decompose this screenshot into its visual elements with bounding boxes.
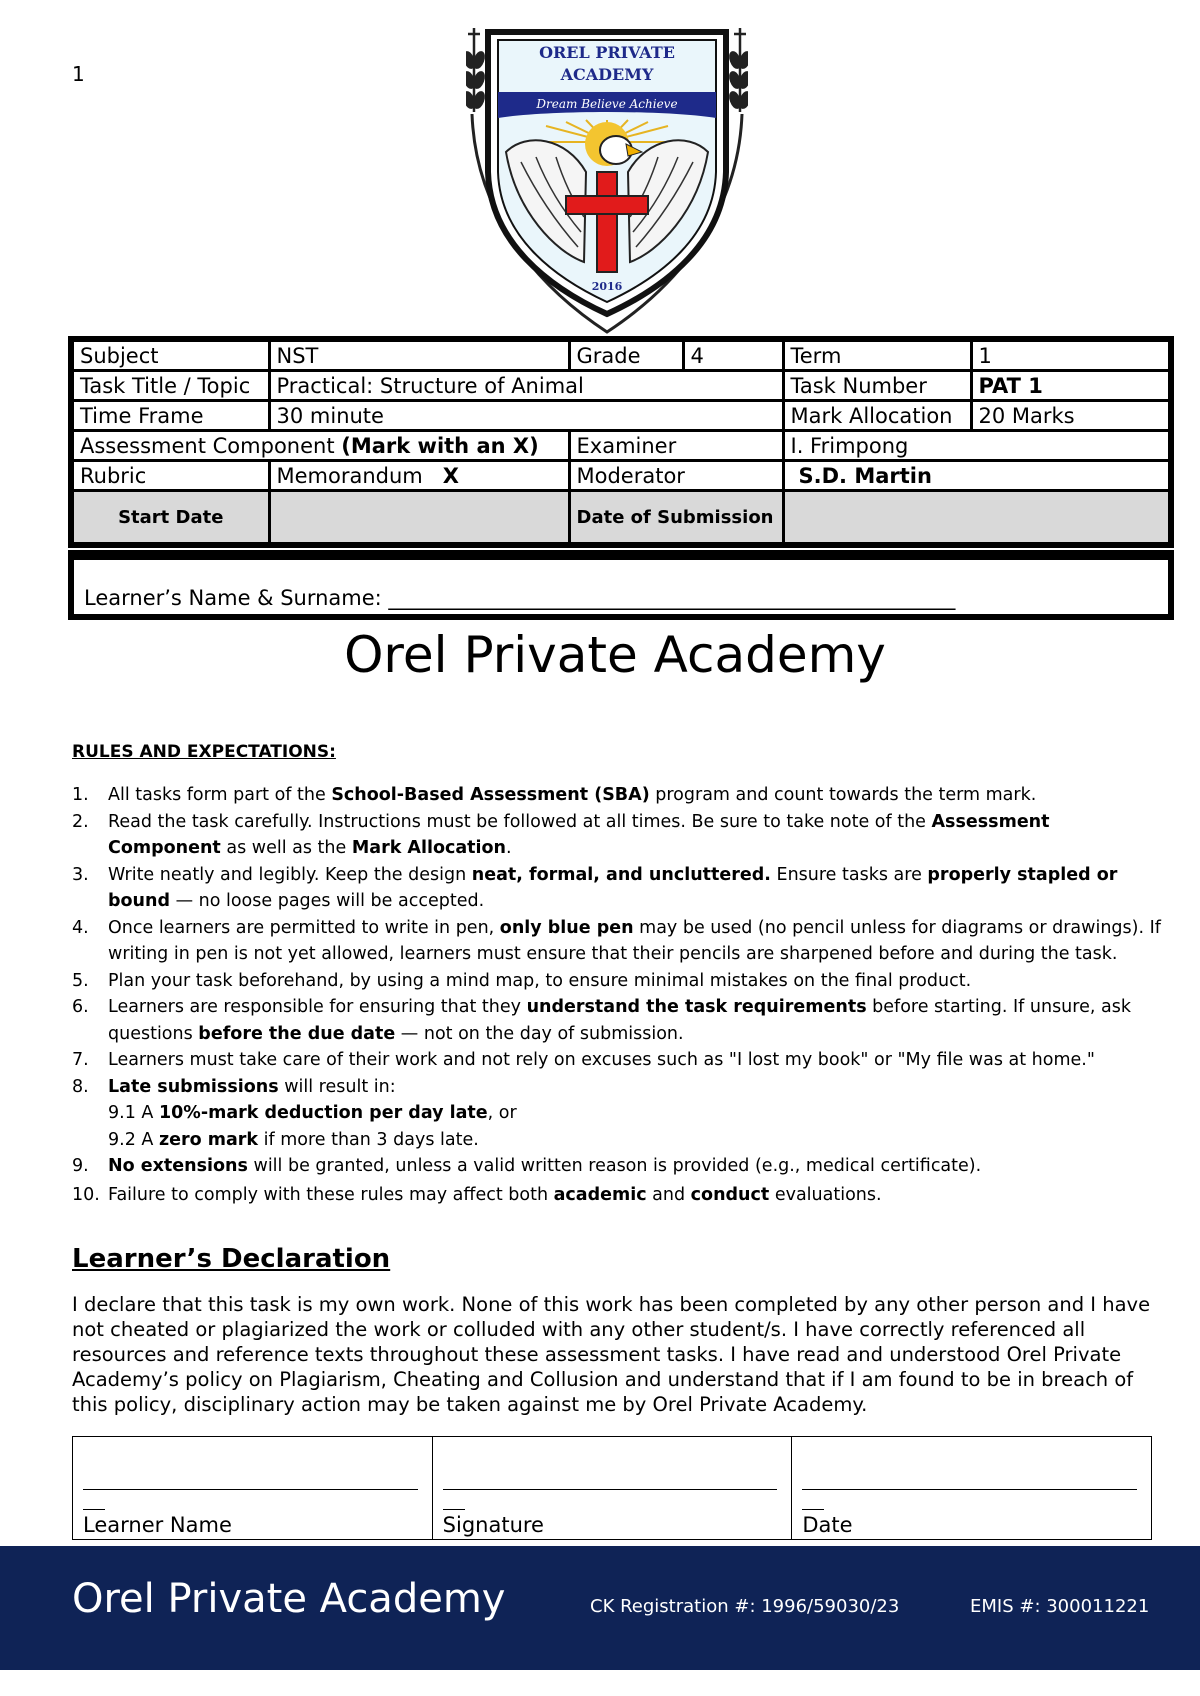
date-label: Date xyxy=(802,1513,853,1537)
assessment-info-table xyxy=(68,336,1174,548)
footer-emis-number: EMIS #: 300011221 xyxy=(970,1596,1150,1617)
rules-list xyxy=(72,782,1162,1208)
examiner-label: Examiner xyxy=(569,431,783,461)
rule-item: 1. All tasks form part of the School-Based Assessment (SBA) program and count towards the term mark. xyxy=(72,785,1037,805)
learner-name-label: Learner Name xyxy=(83,1513,232,1537)
assessment-component-cell xyxy=(71,431,569,461)
signature-line xyxy=(802,1489,1137,1490)
page-footer xyxy=(0,1546,1200,1670)
date-cell[interactable] xyxy=(792,1437,1151,1539)
subject-label: Subject xyxy=(71,339,269,371)
rubric-mark: X xyxy=(442,463,459,488)
grade-label: Grade xyxy=(569,339,683,371)
rule-item: 4. Once learners are permitted to write in pen, only blue pen may be used (no pencil unless for diagrams or drawings). If writing in pen is not yet allowed, learners must ensure that their pencils are sharpened before and during the task. xyxy=(72,917,1161,964)
examiner-value: I. Frimpong xyxy=(783,431,1171,461)
declaration-heading: Learner’s Declaration xyxy=(72,1244,391,1274)
start-date-value[interactable] xyxy=(269,491,569,546)
crest-line2: ACADEMY xyxy=(560,65,654,84)
rule-subitem: 9.1 A 10%-mark deduction per day late, or xyxy=(108,1103,517,1123)
crest-motto: Dream Believe Achieve xyxy=(536,97,678,111)
mark-allocation-value: 20 Marks xyxy=(971,401,1171,431)
task-number-value: PAT 1 xyxy=(971,371,1171,401)
rule-item: 5. Plan your task beforehand, by using a mind map, to ensure minimal mistakes on the final product. xyxy=(72,970,972,991)
subject-value: NST xyxy=(269,339,569,371)
rules-heading: RULES AND EXPECTATIONS: xyxy=(72,742,336,762)
rule-item: 7. Learners must take care of their work and not rely on excuses such as "I lost my book" or "My file was at home." xyxy=(72,1050,1095,1070)
rule-subitem: 9.2 A zero mark if more than 3 days late. xyxy=(108,1129,479,1150)
signature-line xyxy=(443,1489,778,1490)
footer-ck-registration: CK Registration #: 1996/59030/23 xyxy=(590,1596,900,1617)
mark-allocation-label: Mark Allocation xyxy=(783,401,971,431)
submission-date-label: Date of Submission xyxy=(569,491,783,546)
task-number-label: Task Number xyxy=(783,371,971,401)
school-crest-logo xyxy=(466,22,748,334)
signature-line xyxy=(83,1489,418,1490)
crest-line1: OREL PRIVATE xyxy=(539,43,675,62)
rubric-label: Rubric xyxy=(71,461,269,491)
rule-item: 8. Late submissions will result in: xyxy=(72,1076,396,1097)
signature-label: Signature xyxy=(442,1513,544,1537)
moderator-label: Moderator xyxy=(569,461,783,491)
submission-date-value[interactable] xyxy=(783,491,1171,546)
assessment-component-label: Assessment Component xyxy=(80,433,342,458)
moderator-value: S.D. Martin xyxy=(783,461,1171,491)
rule-item: 10. Failure to comply with these rules may affect both academic and conduct evaluations. xyxy=(72,1184,882,1205)
learner-name-field[interactable]: Learner’s Name & Surname: ______________________________________________________ xyxy=(84,586,956,610)
footer-school-name: Orel Private Academy xyxy=(72,1576,506,1622)
grade-value: 4 xyxy=(683,339,783,371)
signature-table xyxy=(72,1436,1152,1540)
time-frame-value: 30 minute xyxy=(269,401,783,431)
declaration-text: I declare that this task is my own work. None of this work has been completed by any other person and I have not cheated or plagiarized the work or colluded with any other student/s. I have correctly referenced all resources and reference texts throughout these assessment tasks. I have read and understood Orel Private Academy’s policy on Plagiarism, Cheating and Collusion and understand that if I am found to be in breach of this policy, disciplinary action may be taken against me by Orel Private Academy. xyxy=(72,1293,1151,1416)
start-date-label: Start Date xyxy=(71,491,269,546)
rule-item: 6. Learners are responsible for ensuring that they understand the task requirements before starting. If unsure, ask questions before the due date — not on the day of submission. xyxy=(72,997,1131,1044)
task-title-label: Task Title / Topic xyxy=(71,371,269,401)
term-value: 1 xyxy=(971,339,1171,371)
assessment-component-hint: (Mark with an X) xyxy=(341,433,539,458)
task-title-value: Practical: Structure of Animal xyxy=(269,371,783,401)
crest-year: 2016 xyxy=(591,280,623,293)
rubric-value: Memorandum xyxy=(276,463,423,488)
signature-cell[interactable] xyxy=(433,1437,793,1539)
page-number: 1 xyxy=(72,62,85,86)
rule-item: 9. No extensions will be granted, unless a valid written reason is provided (e.g., medical certificate). xyxy=(72,1156,982,1176)
rule-item: 3. Write neatly and legibly. Keep the design neat, formal, and uncluttered. Ensure tasks are properly stapled or bound — no loose pages will be accepted. xyxy=(72,864,1118,911)
time-frame-label: Time Frame xyxy=(71,401,269,431)
term-label: Term xyxy=(783,339,971,371)
rubric-cell xyxy=(269,461,569,491)
rule-item: 2. Read the task carefully. Instructions must be followed at all times. Be sure to take note of the Assessment Component as well as the Mark Allocation. xyxy=(72,811,1050,858)
school-title: Orel Private Academy xyxy=(344,626,886,684)
learner-name-signature-cell[interactable] xyxy=(73,1437,433,1539)
